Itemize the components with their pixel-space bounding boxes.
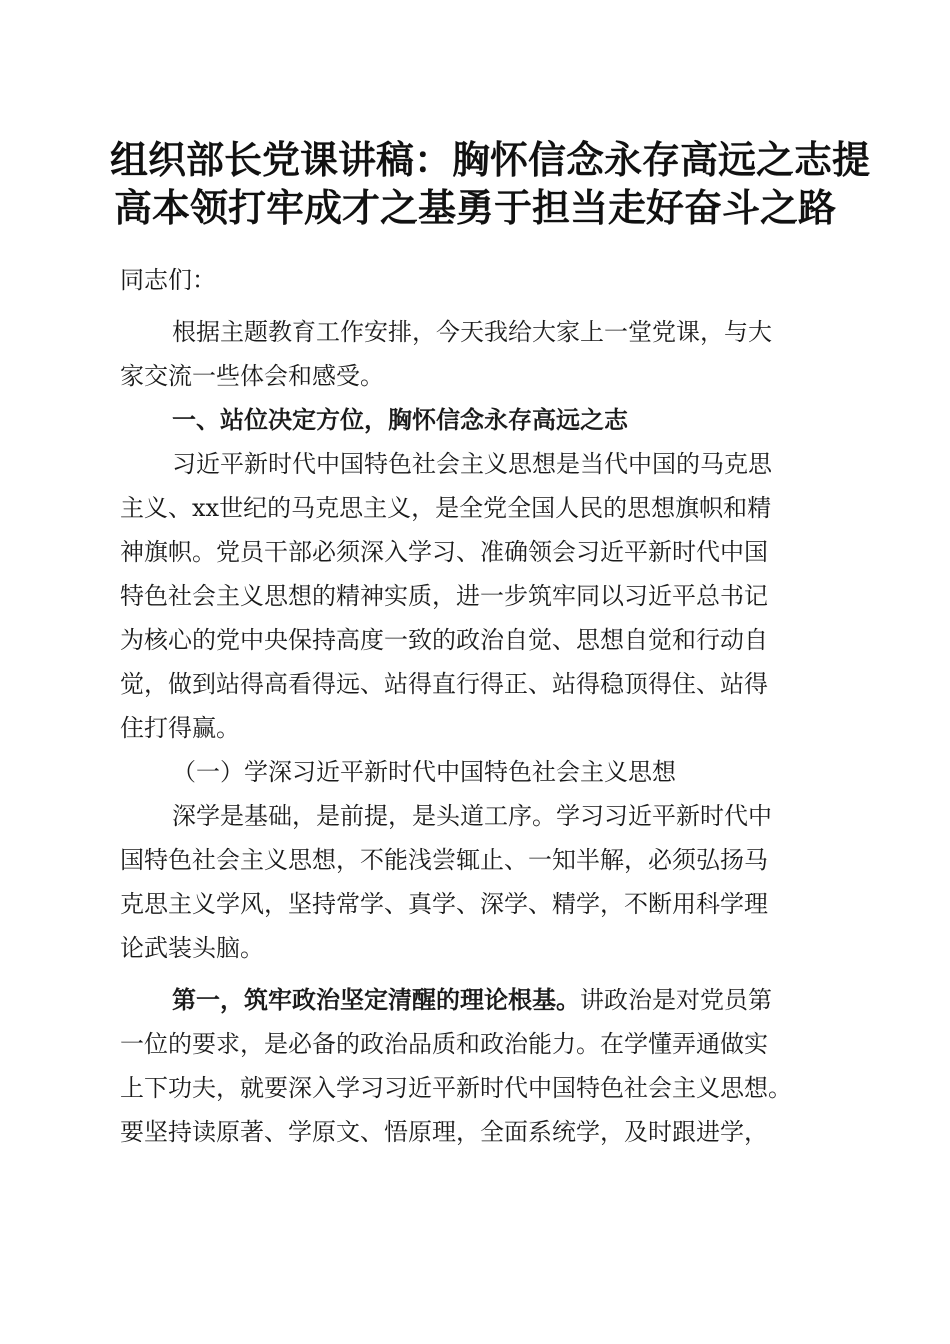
section-heading: 一、站位决定方位，胸怀信念永存高远之志 [172,406,628,434]
document-body [120,258,835,1154]
document-title [110,136,871,232]
paragraph-line: 特色社会主义思想的精神实质，进一步筑牢同以习近平总书记 [120,582,768,610]
paragraph-line: 习近平新时代中国特色社会主义思想是当代中国的马克思 [172,450,772,478]
paragraph-line: 主义、xx世纪的马克思主义，是全党全国人民的思想旗帜和精 [120,494,772,522]
paragraph-line: 克思主义学风，坚持常学、真学、深学、精学，不断用科学理 [120,890,768,918]
point-paragraph [120,978,835,1154]
subsection-paragraph [120,794,835,970]
intro-paragraph [120,310,835,398]
point-lead: 第一，筑牢政治坚定清醒的理论根基。 [172,985,580,1014]
paragraph-line: 觉，做到站得高看得远、站得直行得正、站得稳顶得住、站得 [120,670,768,698]
paragraph-line: 国特色社会主义思想，不能浅尝辄止、一知半解，必须弘扬马 [120,846,768,874]
intro-line: 家交流一些体会和感受。 [120,362,384,390]
paragraph-line: 为核心的党中央保持高度一致的政治自觉、思想自觉和行动自 [120,626,768,654]
paragraph-line: 论武装头脑。 [120,934,264,962]
paragraph-line: 神旗帜。党员干部必须深入学习、准确领会习近平新时代中国 [120,538,768,566]
greeting: 同志们： [120,266,216,294]
paragraph-line: 要坚持读原著、学原文、悟原理，全面系统学，及时跟进学， [120,1118,768,1146]
point-rest: 讲政治是对党员第 [580,986,772,1014]
section-paragraph [120,442,835,750]
paragraph-line: 上下功夫，就要深入学习习近平新时代中国特色社会主义思想。 [120,1074,792,1102]
title-line-1: 组织部长党课讲稿：胸怀信念永存高远之志提 [110,137,871,182]
paragraph-line [120,978,835,1022]
paragraph-line: 一位的要求，是必备的政治品质和政治能力。在学懂弄通做实 [120,1030,768,1058]
paragraph-line: 深学是基础，是前提，是头道工序。学习习近平新时代中 [172,802,772,830]
paragraph-line: 住打得赢。 [120,714,240,742]
subsection-heading: （一）学深习近平新时代中国特色社会主义思想 [172,758,676,786]
intro-line: 根据主题教育工作安排，今天我给大家上一堂党课，与大 [172,318,772,346]
title-line-2: 高本领打牢成才之基勇于担当走好奋斗之路 [113,185,836,230]
